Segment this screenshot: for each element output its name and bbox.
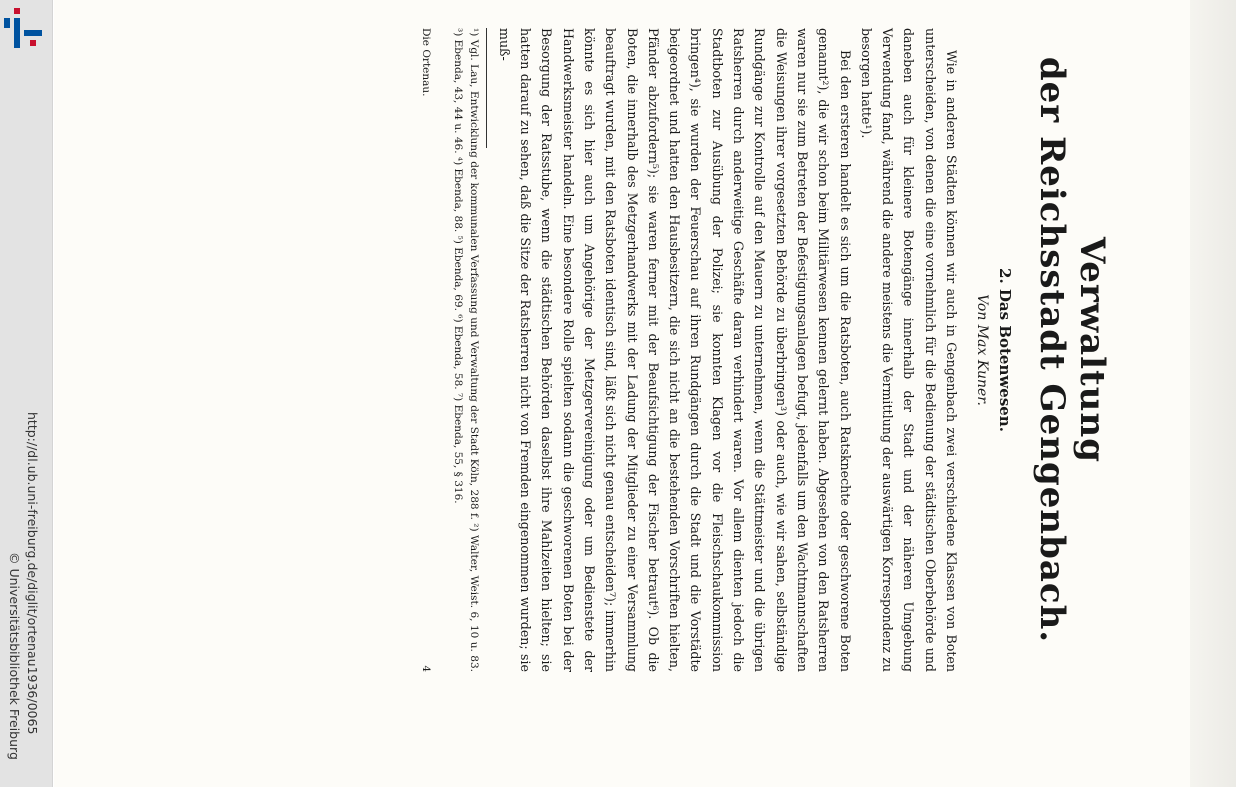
rotated-document-page — [120, 10, 1120, 690]
journal-signature: Die Ortenau. — [420, 28, 433, 97]
footnotes: ¹) Vgl. Lau, Entwicklung der kommunalen Verfassung und Verwaltung der Stadt Köln, 288 f. ²) Walter, Weist. 6, 10 u. 83. ³) Ebenda, 43, 44 u. 46. ⁴) Ebenda, 88. ⁵) Ebenda, 69. ⁶) Ebenda, 58. ⁷) Ebenda, 55, § 316. — [452, 28, 481, 672]
title-line-2: der Reichsstadt Gengenbach. — [1032, 56, 1072, 644]
section-heading: 2. Das Botenwesen. — [996, 268, 1014, 432]
source-url[interactable]: http://dl.ub.uni-freiburg.de/diglit/ortenau1936/0065 — [25, 412, 40, 735]
paragraph: Bei den ersteren handelt es sich um die Ratsboten, auch Ratsknechte oder geschworene Boten genannt²), die wir schon beim Militärwesen kennen gelernt haben. Abgesehen von den Ratsherren waren nur sie zum Betreten der Befestigungsanlagen befugt, jedenfalls um den Wachtmannschaften die Weisungen ihrer vorgesetzten Behörde zu überbringen³) oder auch, wie wir sahen, selbständige Rundgänge zur Kontrolle auf den Mauern zu unternehmen, wenn die Stättmeister und die übrigen Ratsherren durch anderweitige Geschäfte daran verhindert waren. Vor allem dienten jedoch die Stadtboten zur Ausübung der Polizei; sie konnten Klagen vor die Fleischschaukommission bringen⁴), sie wurden der Feuerschau auf ihren Rundgängen durch die Stadt und die Vorstädte beigeordnet und hatten den Hausbesitzern, die sich nicht an die bestehenden Vorschriften hielten, Pfänder abzufordern⁵); sie waren ferner mit der Beaufsichtigung der Fischer betraut⁶). Ob die Boten, die innerhalb des Metzgerhandwerks mit der Ladung der Mitglieder zu einer Versammlung beauftragt wurden, mit den Ratsboten identisch sind, läßt sich nicht genau entscheiden⁷); immerhin könnte es sich hier auch um Angehörige der Metzgervereinigung oder um Bedienstete der Handwerksmeister handeln. Eine besondere Rolle spielten sodann die geschworenen Boten bei der Besorgung der Ratsstube, wenn die städtischen Behörden daselbst ihre Mahlzeiten hielten; sie hatten darauf zu sehen, daß die Sitze der Ratsherren nicht von Fremden eingenommen wurden; sie muß- — [496, 28, 853, 672]
page-number: 4 — [420, 665, 433, 672]
title-line-1: Verwaltung — [1072, 237, 1112, 463]
page-edge — [1190, 0, 1236, 787]
viewer-sidebar — [0, 0, 53, 787]
paragraph: Wie in anderen Städten können wir auch in Gengenbach zwei verschiedene Klassen von Boten unterscheiden, von denen die eine vornehmlich für die Bedienung der städtischen Oberbehörde und daneben auch für kleinere Botengänge innerhalb der Stadt und der näheren Umgebung Verwendung fand, während die andere meistens die Vermittlung der auswärtigen Korrespondenz zu besorgen hatte¹). — [858, 28, 959, 672]
footnote-divider — [486, 28, 487, 148]
author-line: Von Max Kuner. — [974, 294, 990, 406]
body-text — [493, 28, 962, 672]
article-title — [1032, 10, 1112, 690]
copyright-notice: © Universitätsbibliothek Freiburg — [7, 552, 22, 760]
ub-freiburg-logo-icon[interactable] — [4, 8, 44, 50]
page-footer — [420, 28, 432, 672]
